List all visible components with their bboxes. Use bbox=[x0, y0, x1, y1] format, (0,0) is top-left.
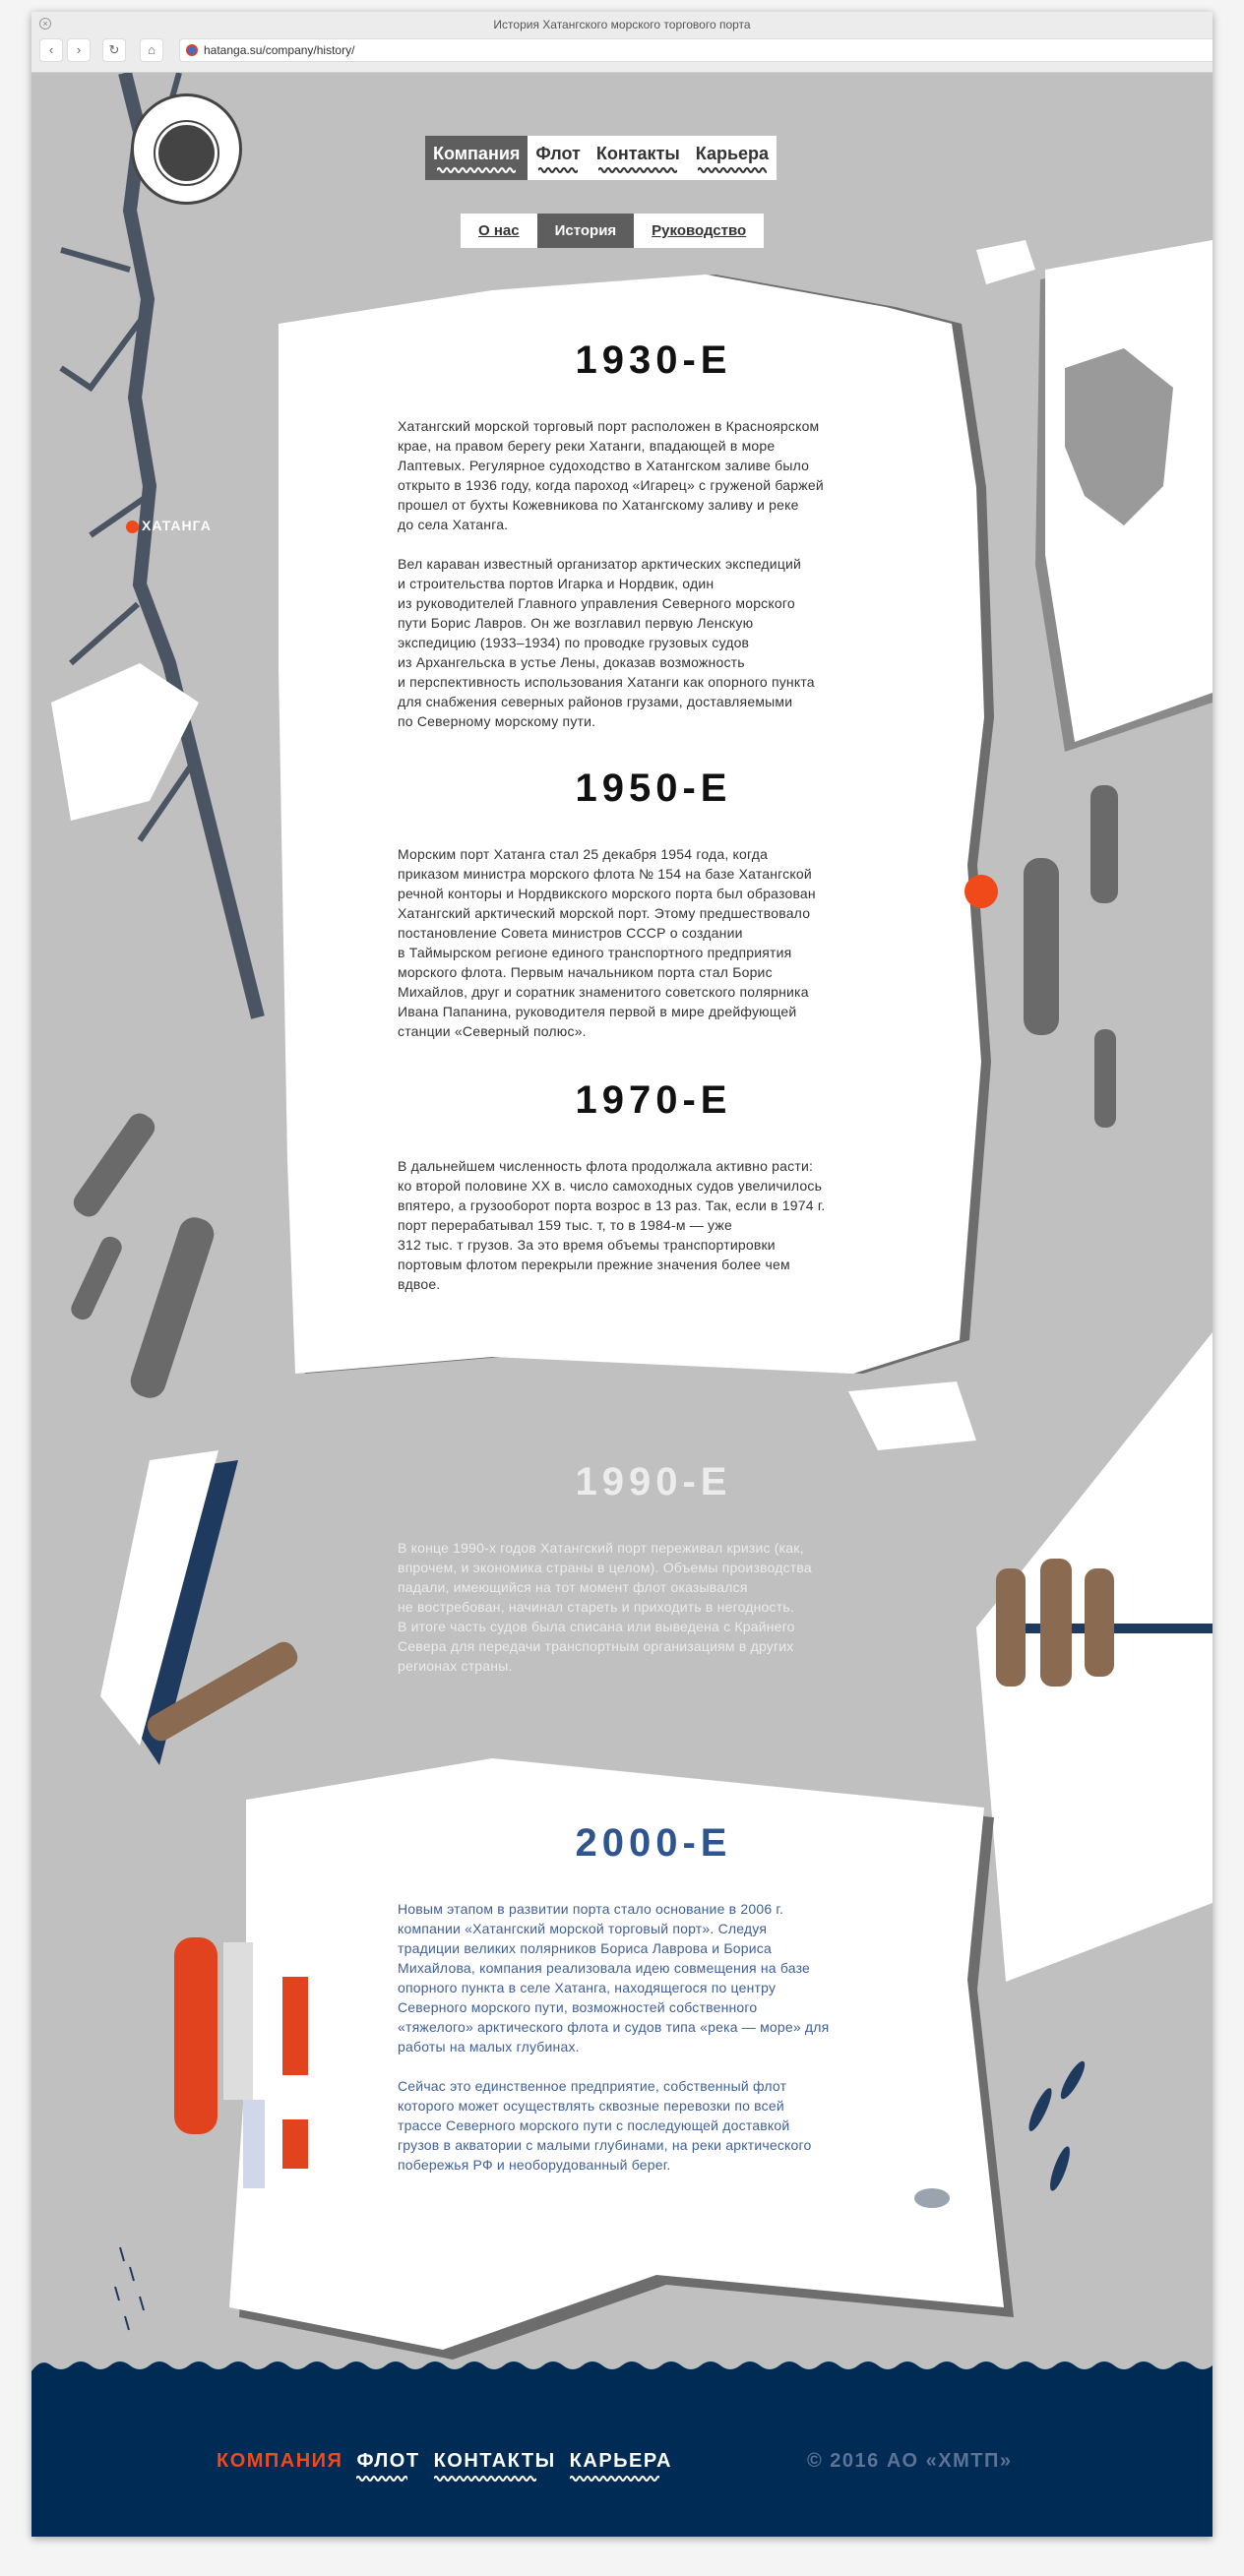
section-paragraph bbox=[398, 1156, 909, 1294]
text-line: трассе Северного морского пути с последующей доставкой bbox=[398, 2117, 790, 2133]
text-line: грузов в акватории с малыми глубинами, на реки арктического bbox=[398, 2137, 812, 2153]
wave-underline-icon bbox=[538, 166, 578, 173]
wave-underline-icon bbox=[598, 166, 677, 173]
logo[interactable] bbox=[131, 93, 242, 205]
text-line: порт перерабатывал 159 тыс. т, то в 1984-м — уже bbox=[398, 1217, 732, 1233]
section-paragraph bbox=[398, 416, 909, 534]
text-line: компании «Хатангский морской торговый порт». Следуя bbox=[398, 1921, 768, 1936]
footer-nav-item-3[interactable] bbox=[570, 2450, 672, 2482]
footer bbox=[31, 2371, 1213, 2537]
text-line: Севера для передачи транспортным организациям в других bbox=[398, 1638, 794, 1654]
text-line: для снабжения северных районов грузами, доставляемыми bbox=[398, 694, 793, 709]
river-illustration bbox=[125, 73, 258, 1017]
text-line: Михайлова, компания реализовала идею совмещения на базе bbox=[398, 1960, 811, 1976]
footer-nav-item-2[interactable] bbox=[434, 2450, 556, 2482]
subnav-item-1[interactable]: История bbox=[537, 214, 635, 248]
text-line: и строительства портов Игарка и Нордвик, один bbox=[398, 576, 715, 591]
ship-group-right bbox=[1024, 785, 1118, 1128]
text-line: Сейчас это единственное предприятие, собственный флот bbox=[398, 2078, 787, 2094]
chevron-right-icon: › bbox=[76, 42, 82, 57]
section-1990 bbox=[398, 1460, 909, 1695]
text-line: приказом министра морского флота № 154 на базе Хатангской bbox=[398, 866, 812, 882]
browser-chrome bbox=[31, 12, 1213, 73]
ice-floe bbox=[848, 1381, 976, 1450]
section-heading: 1990-Е bbox=[575, 1460, 732, 1503]
warehouse bbox=[282, 1977, 308, 2075]
text-line: Михайлов, друг и соратник знаменитого советского полярника bbox=[398, 984, 809, 1000]
section-2000 bbox=[398, 1821, 909, 2194]
text-line: впрочем, и экономика страны в целом). Объемы производства bbox=[398, 1560, 812, 1575]
wave-underline-icon bbox=[570, 2475, 659, 2482]
footer-nav-item-0[interactable] bbox=[217, 2450, 342, 2482]
subnav-item-2[interactable]: Руководство bbox=[652, 222, 747, 239]
text-line: «тяжелого» арктического флота и судов типа «река — море» для bbox=[398, 2019, 830, 2035]
section-1930 bbox=[398, 338, 909, 751]
text-line: побережья РФ и необорудованный берег. bbox=[398, 2157, 671, 2173]
wave-underline-icon bbox=[434, 2475, 536, 2482]
text-line: впятеро, а грузооборот порта возрос в 13 раз. Так, если в 1974 г. bbox=[398, 1197, 826, 1213]
text-line: В дальнейшем численность флота продолжала активно расти: bbox=[398, 1158, 814, 1174]
dolphins bbox=[1025, 2058, 1088, 2193]
section-1950 bbox=[398, 767, 909, 1061]
footer-nav-item-1[interactable] bbox=[356, 2450, 419, 2482]
home-button[interactable] bbox=[140, 38, 163, 62]
section-1970 bbox=[398, 1078, 909, 1314]
favicon-icon bbox=[186, 44, 198, 56]
text-line: по Северному морскому пути. bbox=[398, 713, 596, 729]
fish-school bbox=[115, 2247, 144, 2330]
logo-globe-icon bbox=[156, 122, 218, 184]
text-line: работы на малых глубинах. bbox=[398, 2039, 580, 2055]
footer-nav-label: КАРЬЕРА bbox=[569, 2450, 672, 2472]
red-ship bbox=[174, 1937, 218, 2134]
text-line: не востребован, начинал стареть и приходить в негодность. bbox=[398, 1599, 794, 1615]
container-stack bbox=[243, 2100, 265, 2188]
footer-nav bbox=[217, 2450, 672, 2482]
pier bbox=[223, 1942, 253, 2100]
nav-item-label: Карьера bbox=[695, 143, 770, 163]
text-line: речной конторы и Нордвикского морского порта был образован bbox=[398, 886, 816, 901]
text-line: вдвое. bbox=[398, 1276, 441, 1292]
reload-button[interactable] bbox=[102, 38, 126, 62]
main-nav bbox=[425, 136, 777, 180]
text-line: из руководителей Главного управления Северного морского bbox=[398, 595, 795, 611]
section-heading: 1950-Е bbox=[575, 767, 732, 810]
text-line: крае, на правом берегу реки Хатанги, впадающей в море bbox=[398, 438, 776, 454]
text-line: портовым флотом перекрыли прежние значения более чем bbox=[398, 1257, 790, 1272]
text-line: из Архангельска в устье Лены, доказав возможность bbox=[398, 654, 745, 670]
sub-nav bbox=[461, 214, 764, 248]
rock bbox=[914, 2188, 950, 2208]
section-paragraph bbox=[398, 844, 909, 1041]
text-line: Вел караван известный организатор арктических экспедиций bbox=[398, 556, 802, 572]
text-line: Северного морского пути, возможностей собственного bbox=[398, 1999, 758, 2015]
text-line: пути Борис Лавров. Он же возглавил первую Ленскую bbox=[398, 615, 754, 631]
nav-item-1[interactable] bbox=[528, 136, 588, 180]
text-line: регионах страны. bbox=[398, 1658, 513, 1674]
nav-item-0[interactable] bbox=[425, 136, 528, 180]
text-line: до села Хатанга. bbox=[398, 517, 509, 532]
ship-group-left bbox=[68, 1109, 218, 1402]
text-line: экспедицию (1933–1934) по проводке грузовых судов bbox=[398, 635, 750, 650]
url-text: hatanga.su/company/history/ bbox=[204, 43, 355, 57]
section-heading: 1970-Е bbox=[575, 1078, 732, 1122]
back-button[interactable] bbox=[39, 38, 63, 62]
section-paragraph bbox=[398, 554, 909, 731]
page-content bbox=[31, 73, 1213, 2537]
text-line: В конце 1990-х годов Хатангский порт переживал кризис (как, bbox=[398, 1540, 804, 1556]
ice-floe bbox=[976, 240, 1035, 284]
nav-item-label: Контакты bbox=[595, 143, 680, 163]
copyright: © 2016 АО «ХМТП» bbox=[807, 2450, 1013, 2472]
section-heading: 1930-Е bbox=[575, 338, 732, 382]
footer-nav-label: ФЛОТ bbox=[356, 2450, 420, 2472]
home-icon: ⌂ bbox=[148, 42, 156, 57]
footer-nav-label: КОМПАНИЯ bbox=[217, 2450, 343, 2472]
text-line: в Таймырском регионе единого транспортного предприятия bbox=[398, 945, 792, 960]
section-paragraph bbox=[398, 1899, 909, 2056]
text-line: Лаптевых. Регулярное судоходство в Хатангском заливе было bbox=[398, 458, 810, 473]
map-marker-icon bbox=[126, 521, 139, 533]
map-label-hatanga: ХАТАНГА bbox=[142, 518, 212, 533]
nav-item-3[interactable] bbox=[688, 136, 777, 180]
text-line: морского флота. Первым начальником порта стал Борис bbox=[398, 964, 773, 980]
text-line: Хатангский морской торговый порт расположен в Красноярском bbox=[398, 418, 820, 434]
text-line: ко второй половине XX в. число самоходных судов увеличилось bbox=[398, 1178, 823, 1194]
nav-item-label: Компания bbox=[433, 143, 521, 163]
text-line: В итоге часть судов была списана или выведена с Крайнего bbox=[398, 1619, 795, 1634]
text-line: станции «Северный полюс». bbox=[398, 1023, 587, 1039]
text-line: открыто в 1936 году, когда пароход «Игарец» с груженой баржей bbox=[398, 477, 824, 493]
text-line: постановление Совета министров СССР о создании bbox=[398, 925, 743, 941]
timeline-marker-icon bbox=[964, 875, 998, 908]
text-line: традиции великих полярников Бориса Лаврова и Бориса bbox=[398, 1940, 772, 1956]
nav-item-label: Флот bbox=[535, 143, 581, 163]
footer-nav-label: КОНТАКТЫ bbox=[433, 2450, 556, 2472]
text-line: падали, имеющийся на тот момент флот оказывался bbox=[398, 1579, 748, 1595]
close-window-button[interactable]: × bbox=[39, 18, 51, 30]
text-line: Хатангский арктический морской порт. Этому предшествовало bbox=[398, 905, 811, 921]
section-paragraph bbox=[398, 1538, 909, 1676]
nav-item-2[interactable] bbox=[589, 136, 688, 180]
wave-underline-icon bbox=[437, 166, 516, 173]
wave-underline-icon bbox=[698, 166, 767, 173]
address-bar[interactable] bbox=[179, 38, 1213, 62]
text-line: и перспективность использования Хатанги как опорного пункта bbox=[398, 674, 815, 690]
browser-window bbox=[31, 12, 1213, 2537]
forward-button[interactable] bbox=[67, 38, 91, 62]
text-line: Морским порт Хатанга стал 25 декабря 1954 года, когда bbox=[398, 846, 769, 862]
window-title: История Хатангского морского торгового порта bbox=[493, 18, 751, 31]
text-line: 312 тыс. т грузов. За это время объемы транспортировки bbox=[398, 1237, 776, 1253]
text-line: которого может осуществлять сквозные перевозки по всей bbox=[398, 2098, 784, 2114]
text-line: опорного пункта в селе Хатанга, находящегося по центру bbox=[398, 1980, 777, 1995]
chevron-left-icon: ‹ bbox=[48, 42, 54, 57]
section-heading: 2000-Е bbox=[575, 1821, 732, 1865]
reload-icon: ↻ bbox=[108, 42, 120, 57]
warehouse bbox=[282, 2119, 308, 2169]
text-line: прошел от бухты Кожевникова по Хатангскому заливу и реке bbox=[398, 497, 799, 513]
section-paragraph bbox=[398, 2076, 909, 2175]
wave-underline-icon bbox=[356, 2475, 407, 2482]
text-line: Новым этапом в развитии порта стало основание в 2006 г. bbox=[398, 1901, 784, 1917]
subnav-item-0[interactable]: О нас bbox=[478, 222, 520, 239]
text-line: Ивана Папанина, руководителя первой в мире дрейфующей bbox=[398, 1004, 797, 1019]
